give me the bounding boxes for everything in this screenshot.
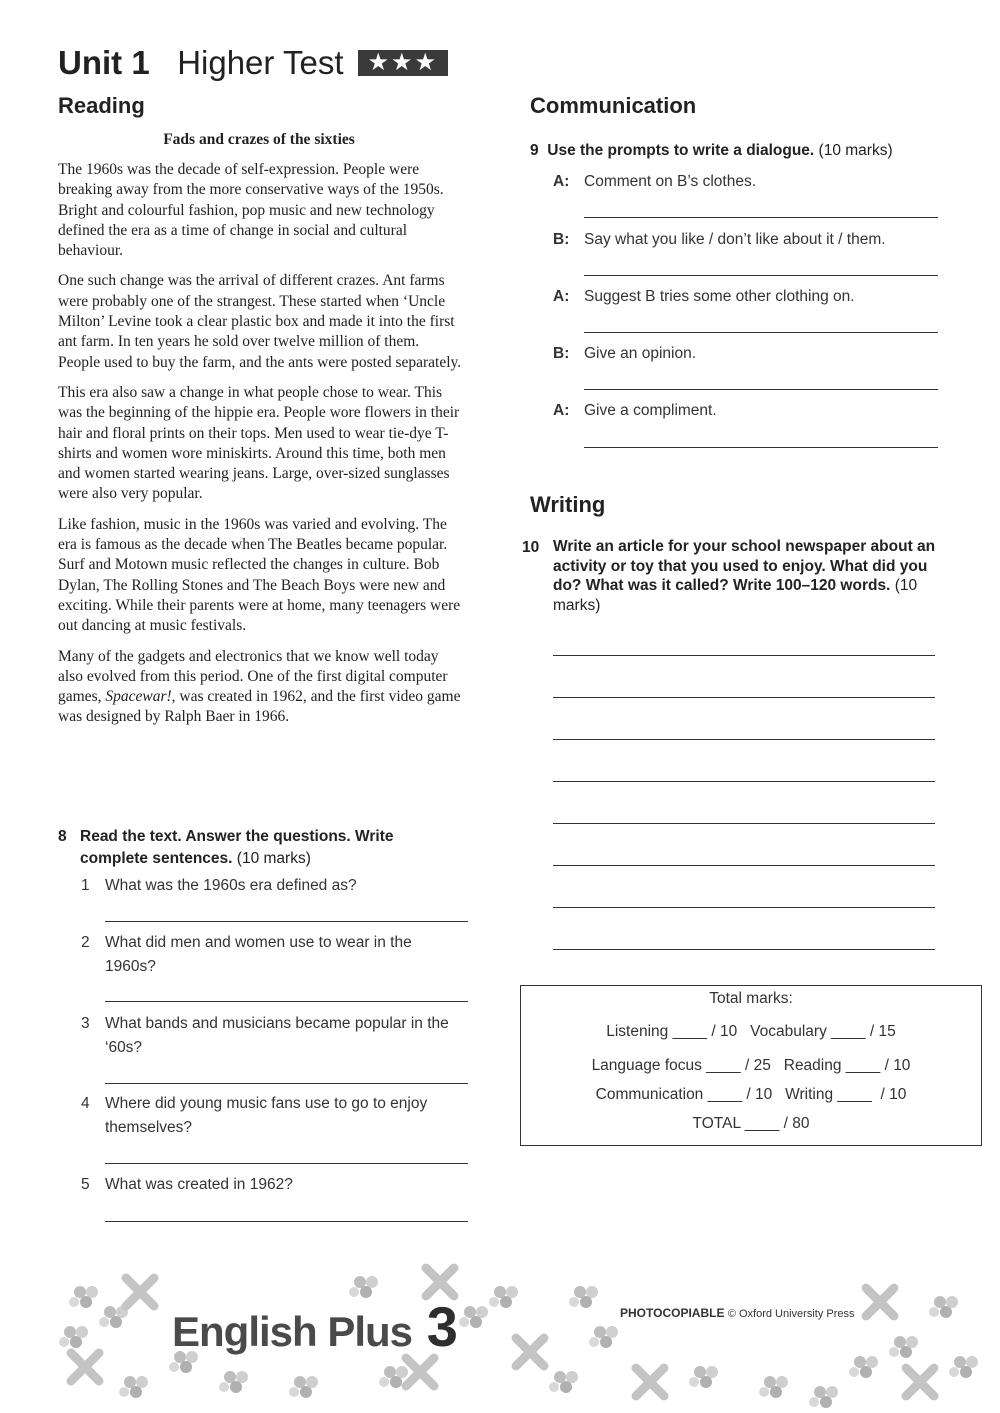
article-title: Fads and crazes of the sixties bbox=[163, 131, 355, 148]
unit-label: Unit 1 bbox=[58, 44, 150, 81]
answer-line[interactable] bbox=[584, 217, 938, 218]
q10-instruction: Write an article for your school newspaper about an activity or toy that you used to enjoy. What did you do? What was it called? Write 100–120 words. (10 marks) bbox=[553, 538, 936, 614]
total-marks-box bbox=[520, 985, 982, 1146]
copyright-notice: PHOTOCOPIABLE © Oxford University Press bbox=[620, 1306, 855, 1320]
speaker-label: A: bbox=[553, 173, 570, 190]
article-body bbox=[58, 160, 462, 738]
dialogue-prompt: Give a compliment. bbox=[584, 402, 717, 419]
q8-item-number: 1 bbox=[81, 877, 90, 894]
marks-row-2: Language focus ____ / 25 Reading ____ / 10 bbox=[591, 1057, 911, 1074]
marks-row-4: TOTAL ____ / 80 bbox=[692, 1115, 810, 1132]
answer-line[interactable] bbox=[105, 921, 468, 922]
brand-logo: English Plus 3 bbox=[172, 1295, 457, 1358]
answer-line[interactable] bbox=[105, 1001, 468, 1002]
marks-row-1: Listening ____ / 10 Vocabulary ____ / 15 bbox=[606, 1023, 896, 1040]
reading-heading: Reading bbox=[58, 93, 145, 118]
writing-heading: Writing bbox=[530, 492, 606, 517]
marks-row-3: Communication ____ / 10 Writing ____ / 10 bbox=[595, 1086, 907, 1103]
q8-item-number: 5 bbox=[81, 1176, 90, 1193]
answer-line[interactable] bbox=[105, 1083, 468, 1084]
article-paragraph-2: One such change was the arrival of different crazes. Ant farms were probably one of the strangest. These started when ‘Uncle Milton’ Levine took a clear plastic box and made it into the first ant farm. In ten years he sold over twelve million of them. People used to buy the farm, and the ants were posted separately. bbox=[58, 272, 462, 371]
speaker-label: A: bbox=[553, 288, 570, 305]
article-paragraph-3: This era also saw a change in what people chose to wear. This was the beginning of the hippie era. People wore flowers in their hair and floral prints on their tops. Men used to wear tie-dye T-shirts and women wore miniskirts. Around this time, both men and women started wearing jeans. Large, over-sized sunglasses were also very popular. bbox=[58, 383, 460, 503]
test-label: Higher Test bbox=[177, 44, 344, 81]
q10-number: 10 bbox=[522, 539, 540, 556]
writing-line[interactable] bbox=[553, 907, 935, 908]
q8-question: Where did young music fans use to go to enjoy themselves? bbox=[105, 1095, 428, 1136]
difficulty-stars: ★★★ bbox=[358, 50, 449, 76]
speaker-label: B: bbox=[553, 345, 570, 362]
q9-instruction: 9 Use the prompts to write a dialogue. (10 marks) bbox=[530, 142, 893, 159]
dialogue-prompt: Say what you like / don’t like about it / them. bbox=[584, 231, 886, 248]
total-marks-title: Total marks: bbox=[709, 990, 793, 1007]
communication-heading: Communication bbox=[530, 93, 697, 118]
writing-line[interactable] bbox=[553, 697, 935, 698]
dialogue-prompt: Suggest B tries some other clothing on. bbox=[584, 288, 855, 305]
q8-question: What was created in 1962? bbox=[105, 1176, 293, 1193]
writing-line[interactable] bbox=[553, 781, 935, 782]
footer-pattern-icon bbox=[0, 1262, 1000, 1413]
answer-line[interactable] bbox=[584, 447, 938, 448]
answer-line[interactable] bbox=[584, 275, 938, 276]
answer-line[interactable] bbox=[105, 1163, 468, 1164]
article-paragraph-4: Like fashion, music in the 1960s was varied and evolving. The era is famous as the decade when The Beatles became popular. Surf and Motown music reflected the changes in culture. Bob Dylan, The Rolling Stones and The Beach Boys were new and exciting. While their parents were at home, many teenagers were out dancing at music festivals. bbox=[58, 515, 461, 635]
writing-line[interactable] bbox=[553, 865, 935, 866]
article-paragraph-1: The 1960s was the decade of self-expression. People were breaking away from the more conservative ways of the 1950s. Bright and colourful fashion, pop music and new technology defined the era as a time of change in social and cultural behaviour. bbox=[58, 161, 444, 260]
writing-line[interactable] bbox=[553, 739, 935, 740]
q8-instruction: Read the text. Answer the questions. Write complete sentences. (10 marks) bbox=[80, 828, 394, 867]
writing-line[interactable] bbox=[553, 949, 935, 950]
writing-line[interactable] bbox=[553, 823, 935, 824]
answer-line[interactable] bbox=[584, 389, 938, 390]
q8-question: What bands and musicians became popular in the ‘60s? bbox=[105, 1015, 449, 1056]
q8-question: What was the 1960s era defined as? bbox=[105, 877, 357, 894]
q8-item-number: 4 bbox=[81, 1095, 90, 1112]
page-title bbox=[58, 44, 448, 82]
footer-banner bbox=[0, 1262, 1000, 1413]
article-paragraph-5: Many of the gadgets and electronics that we know well today also evolved from this period. One of the first digital computer games, Spacewar!, was created in 1962, and the first video game was designed by Ralph Baer in 1966. bbox=[58, 647, 461, 726]
q8-item-number: 3 bbox=[81, 1015, 90, 1032]
answer-line[interactable] bbox=[584, 332, 938, 333]
speaker-label: B: bbox=[553, 231, 570, 248]
writing-line[interactable] bbox=[553, 655, 935, 656]
dialogue-prompt: Comment on B’s clothes. bbox=[584, 173, 757, 190]
q9-number: 9 bbox=[530, 142, 539, 159]
dialogue-prompt: Give an opinion. bbox=[584, 345, 697, 362]
q8-number: 8 bbox=[58, 828, 67, 845]
answer-line[interactable] bbox=[105, 1221, 468, 1222]
speaker-label: A: bbox=[553, 402, 570, 419]
q8-item-number: 2 bbox=[81, 934, 90, 951]
q8-question: What did men and women use to wear in the 1960s? bbox=[105, 934, 412, 975]
